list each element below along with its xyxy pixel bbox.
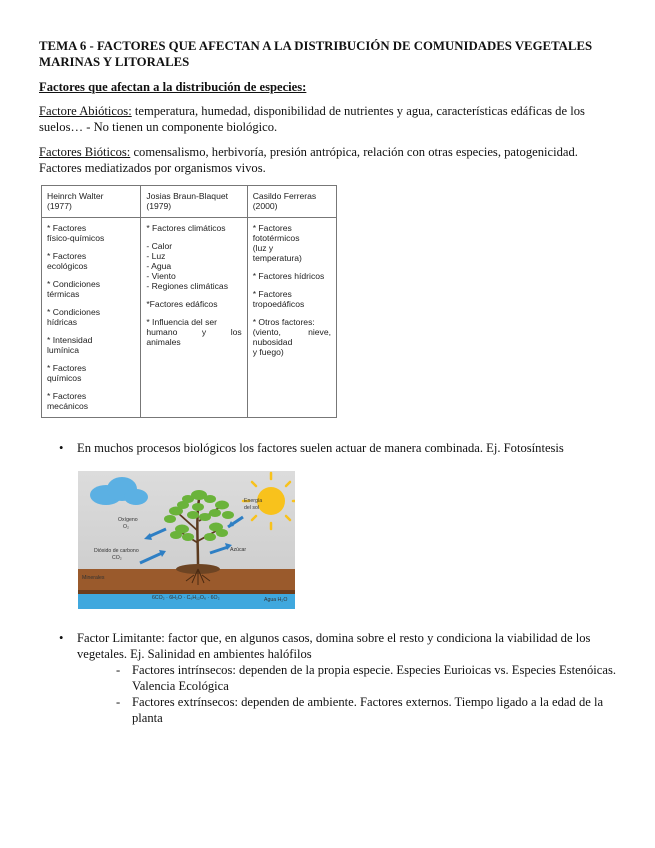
list-item: • En muchos procesos biológicos los factores suelen actuar de manera combinada. Ej. Fotosíntesis (59, 441, 564, 455)
photosynthesis-diagram (78, 471, 295, 609)
authors-table (41, 185, 337, 418)
dash-icon: - (116, 695, 121, 709)
bullet-list-2 (39, 630, 619, 726)
abioticos-label: Factore Abióticos: (39, 104, 132, 118)
bullet-icon: • (59, 631, 64, 645)
bullet-list-1 (39, 440, 619, 456)
co2-formula: CO₂ (112, 555, 122, 561)
table-cell-walter-factors: * Factores físico-químicos * Factores ecológicos * Condiciones térmicas * Condiciones hídricas * Intensidad lumínica * Factores químicos * Factores mecánicos (42, 218, 141, 418)
bioticos-paragraph (39, 144, 619, 176)
document-page (39, 38, 619, 418)
table-cell-braun-blaquet-factors: * Factores climáticos - Calor - Luz - Agua - Viento - Regiones climáticas *Factores edáficos * Influencia del ser humano y los animales (141, 218, 247, 418)
sub-list-item: - Factores intrínsecos: dependen de la propia especie. Especies Eurioicas vs. Especies Estenóicas. Valencia Ecológica (116, 663, 616, 693)
table-header-braun-blaquet: Josias Braun-Blaquet (1979) (141, 186, 247, 218)
oxygen-formula: O₂ (123, 524, 130, 530)
list-item: • Factor Limitante: factor que, en algunos casos, domina sobre el resto y condiciona la viabilidad de los vegetales. Ej. Salinidad en ambientes halófilos (59, 631, 591, 661)
table-header-walter: Heinrch Walter (1977) (42, 186, 141, 218)
table-row (42, 186, 337, 218)
equation-label: 6CO₂ · 6H₂O · C₆H₁₂O₆ · 6O₂ (152, 595, 220, 601)
bullet-icon: • (59, 441, 64, 455)
co2-label: Dióxido de carbono (94, 548, 139, 554)
energy-label-2: del sol (244, 505, 259, 511)
table-header-ferreras: Casildo Ferreras (2000) (247, 186, 336, 218)
sub-list-item: - Factores extrínsecos: dependen de ambiente. Factores externos. Tiempo ligado a la edad de la planta (116, 695, 604, 725)
table-cell-ferreras-factors: * Factores fototérmicos (luz y temperatura) * Factores hídricos * Factores tropoedáficos * Otros factores: (viento, nieve, nubosidad y fuego) (247, 218, 336, 418)
oxygen-label: Oxígeno (118, 517, 138, 523)
sugar-label: Azúcar (230, 547, 247, 553)
energy-label: Energía (244, 498, 263, 504)
bioticos-label: Factores Bióticos: (39, 145, 131, 159)
dash-icon: - (116, 663, 121, 677)
abioticos-text: temperatura, humedad, disponibilidad de nutrientes y agua, características edáficas de los suelos… - No tienen un componente biológico. (39, 104, 585, 134)
page-title: TEMA 6 - FACTORES QUE AFECTAN A LA DISTRIBUCIÓN DE COMUNIDADES VEGETALES MARINAS Y LITORALES (39, 39, 593, 69)
abioticos-paragraph (39, 103, 619, 135)
bioticos-text: comensalismo, herbivoría, presión antrópica, relación con otras especies, patogenicidad. Factores mediatizados por organismos vivos. (39, 145, 578, 175)
section-subtitle: Factores que afectan a la distribución de especies: (39, 80, 307, 94)
table-row (42, 218, 337, 418)
minerals-label: Minerales (82, 575, 105, 581)
water-label: Agua H₂O (264, 597, 288, 603)
